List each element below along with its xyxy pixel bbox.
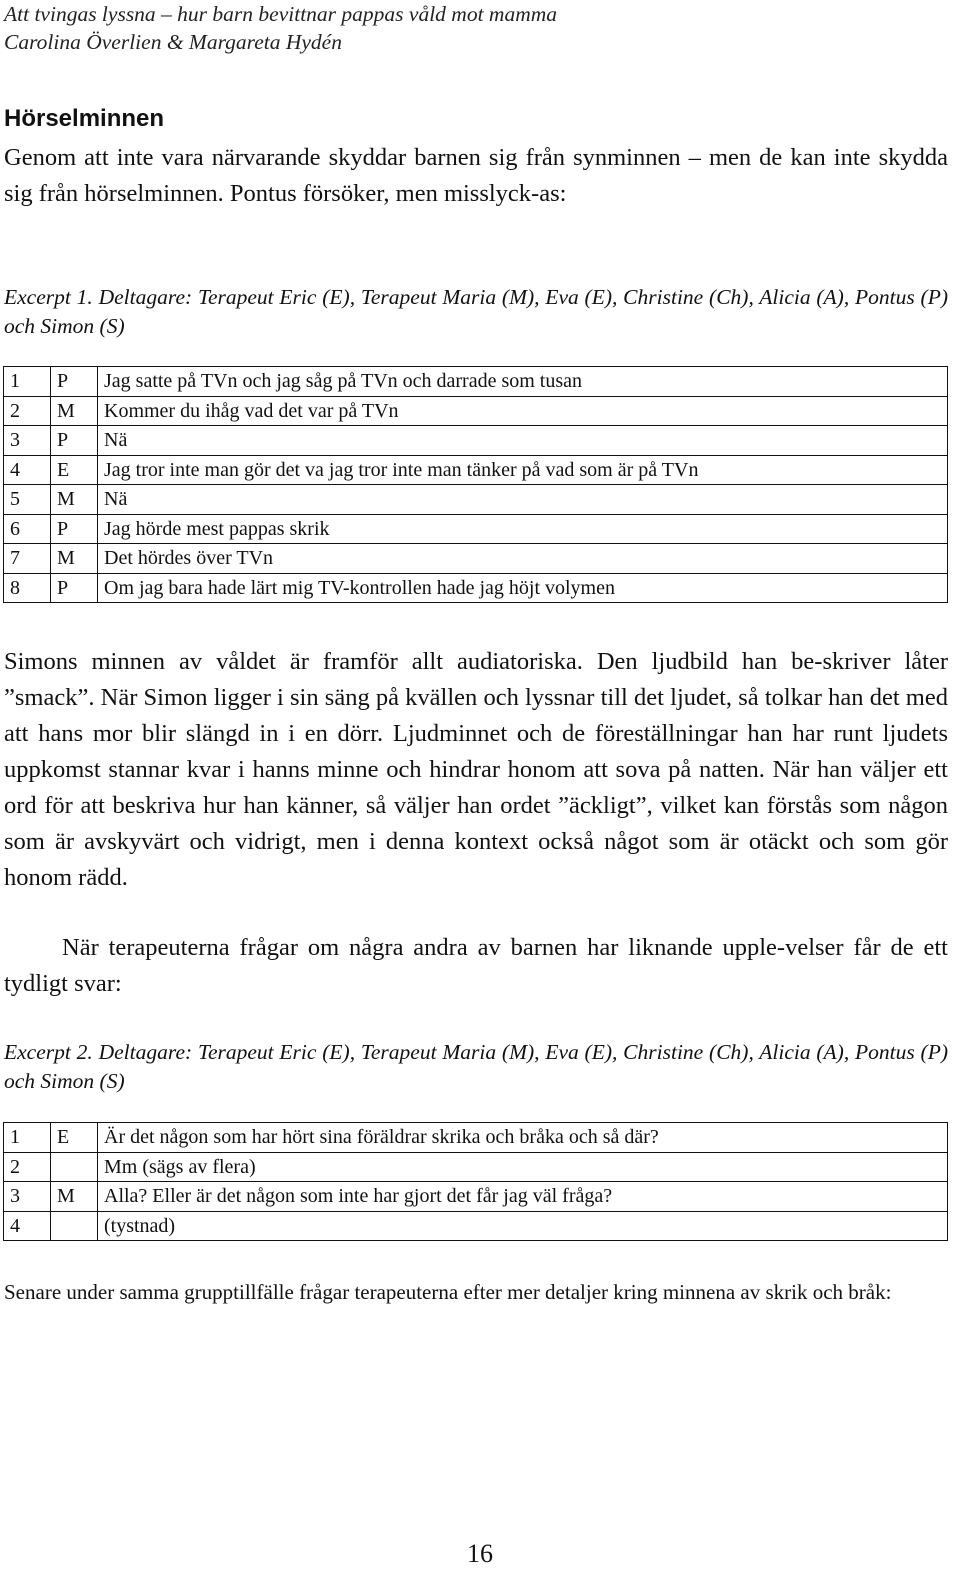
excerpt-1-label: Excerpt 1.: [4, 285, 93, 309]
utterance-cell: Jag tror inte man gör det va jag tror inte man tänker på vad som är på TVn: [98, 455, 948, 485]
simon-paragraph: Simons minnen av våldet är framför allt audiatoriska. Den ljudbild han be-skriver låter ”smack”. När Simon ligger i sin säng på kvällen och lyssnar till det ljudet, så tolkar han det med att hans mor blir slängd in i en dörr. Ljudminnet och de föreställningar han har runt ljudets uppkomst stannar kvar i hanns minne och hindrar honom att sova på natten. När han väljer ett ord för att beskriva hur han känner, så väljer han ordet ”äckligt”, vilket kan förstås som någon som är avskyvärt och vidrigt, men i denna kontext också något som är otäckt och som gör honom rädd.: [4, 648, 948, 891]
running-header: [4, 0, 557, 56]
line-number-cell: 2: [4, 1152, 51, 1182]
closing-paragraph: Senare under samma grupptillfälle frågar terapeuterna efter mer detaljer kring minnena av skrik och bråk:: [4, 1280, 892, 1304]
speaker-cell: P: [51, 367, 98, 397]
utterance-cell: Nä: [98, 485, 948, 515]
speaker-cell: E: [51, 1123, 98, 1153]
document-title: Att tvingas lyssna – hur barn bevittnar pappas våld mot mamma: [4, 2, 558, 26]
utterance-cell: Det hördes över TVn: [98, 544, 948, 574]
intro-paragraph: Genom att inte vara närvarande skyddar barnen sig från synminnen – men de kan inte skydda sig från hörselminnen. Pontus försöker, men misslyck-as:: [4, 144, 948, 207]
transcript-row: [4, 396, 948, 426]
excerpt-2-participants: Deltagare: Terapeut Eric (E), Terapeut Maria (M), Eva (E), Christine (Ch), Alicia (A), Pontus (P) och Simon (S): [4, 1040, 949, 1093]
line-number-cell: 5: [4, 485, 51, 515]
speaker-cell: M: [51, 396, 98, 426]
utterance-cell: Om jag bara hade lärt mig TV-kontrollen hade jag höjt volymen: [98, 573, 948, 603]
section-heading: Hörselminnen: [4, 105, 165, 132]
line-number-cell: 4: [4, 1211, 51, 1241]
speaker-cell: M: [51, 1182, 98, 1212]
transcript-row: [4, 485, 948, 515]
excerpt-2-transcript-table: [3, 1122, 948, 1241]
transcript-row: [4, 426, 948, 456]
line-number-cell: 2: [4, 396, 51, 426]
excerpt-2-caption: [4, 1038, 948, 1096]
line-number-cell: 1: [4, 1123, 51, 1153]
excerpt-1-participants: Deltagare: Terapeut Eric (E), Terapeut Maria (M), Eva (E), Christine (Ch), Alicia (A), Pontus (P) och Simon (S): [4, 285, 949, 338]
transcript-row: [4, 1123, 948, 1153]
speaker-cell: P: [51, 426, 98, 456]
line-number-cell: 7: [4, 544, 51, 574]
line-number-cell: 6: [4, 514, 51, 544]
transcript-row: [4, 455, 948, 485]
line-number-cell: 3: [4, 1182, 51, 1212]
utterance-cell: Mm (sägs av flera): [98, 1152, 948, 1182]
line-number-cell: 4: [4, 455, 51, 485]
transcript-row: [4, 367, 948, 397]
transcript-row: [4, 1182, 948, 1212]
utterance-cell: Kommer du ihåg vad det var på TVn: [98, 396, 948, 426]
utterance-cell: Jag hörde mest pappas skrik: [98, 514, 948, 544]
excerpt-1-transcript-table: [3, 366, 948, 603]
transcript-row: [4, 544, 948, 574]
transcript-row: [4, 1211, 948, 1241]
transcript-row: [4, 573, 948, 603]
line-number-cell: 1: [4, 367, 51, 397]
therapists-paragraph: När terapeuterna frågar om några andra av barnen har liknande upple-velser får de ett tydligt svar:: [4, 934, 948, 997]
page-number: 16: [467, 1539, 493, 1568]
excerpt-1-caption: [4, 283, 948, 341]
speaker-cell: [51, 1211, 98, 1241]
speaker-cell: P: [51, 514, 98, 544]
speaker-cell: E: [51, 455, 98, 485]
line-number-cell: 3: [4, 426, 51, 456]
utterance-cell: (tystnad): [98, 1211, 948, 1241]
transcript-row: [4, 1152, 948, 1182]
speaker-cell: [51, 1152, 98, 1182]
utterance-cell: Är det någon som har hört sina föräldrar skrika och bråka och så där?: [98, 1123, 948, 1153]
speaker-cell: P: [51, 573, 98, 603]
speaker-cell: M: [51, 544, 98, 574]
utterance-cell: Jag satte på TVn och jag såg på TVn och darrade som tusan: [98, 367, 948, 397]
document-authors: Carolina Överlien & Margareta Hydén: [4, 30, 342, 54]
transcript-row: [4, 514, 948, 544]
excerpt-2-label: Excerpt 2.: [4, 1040, 93, 1064]
speaker-cell: M: [51, 485, 98, 515]
utterance-cell: Alla? Eller är det någon som inte har gjort det får jag väl fråga?: [98, 1182, 948, 1212]
utterance-cell: Nä: [98, 426, 948, 456]
line-number-cell: 8: [4, 573, 51, 603]
